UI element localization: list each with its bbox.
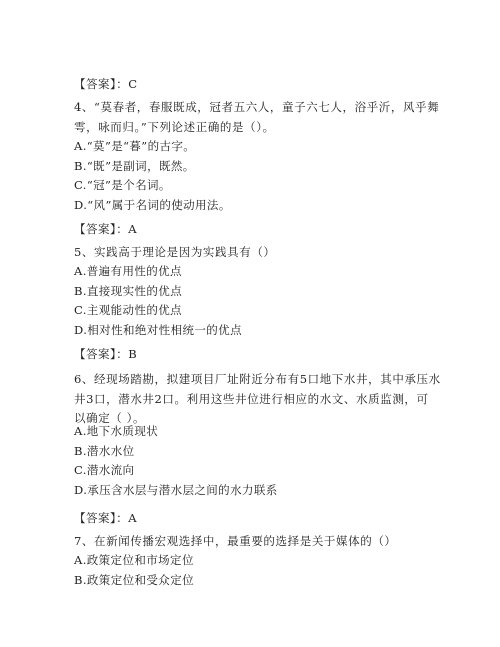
- option-b: B.直接现实性的优点: [74, 283, 183, 298]
- answer-q3: [74, 76, 434, 92]
- answer-text: 【答案】：A: [74, 511, 138, 525]
- question-line: 以确定（ ）。: [74, 411, 146, 425]
- question-5: [74, 243, 434, 263]
- question-line: 4、“莫春者，春服既成，冠者五六人，童子六七人，浴乎沂，风乎舞: [74, 100, 440, 114]
- question-line: 雩，咏而归。”下列论述正确的是（）。: [74, 119, 275, 134]
- options-q6: [74, 422, 434, 500]
- question-line: 6、经现场踏勘，拟建项目厂址附近分布有5口地下水井，其中承压水: [74, 372, 441, 386]
- answer-text: 【答案】：A: [74, 222, 138, 236]
- answer-text: 【答案】：B: [74, 347, 138, 361]
- option-b: B.潜水水位: [74, 443, 135, 458]
- option-c: C.“冠”是个名词。: [74, 178, 171, 192]
- answer-q6: [74, 510, 434, 526]
- answer-text: 【答案】：C: [74, 77, 138, 91]
- question-line: 7、在新闻传播宏观选择中，最重要的选择是关于媒体的（）: [74, 534, 397, 548]
- option-a: A.“莫”是“暮”的古字。: [74, 139, 196, 153]
- answer-q5: [74, 346, 434, 362]
- option-b: B.政策定位和受众定位: [74, 572, 195, 587]
- option-a: A.普遍有用性的优点: [74, 264, 182, 278]
- options-q4: [74, 137, 434, 215]
- question-4: [74, 98, 440, 137]
- question-6: [74, 370, 441, 429]
- option-a: A.地下水质现状: [74, 424, 159, 438]
- question-7: [74, 532, 434, 552]
- option-c: C.潜水流向: [74, 463, 135, 477]
- option-d: D.承压含水层与潜水层之间的水力联系: [74, 482, 278, 497]
- question-line: 5、实践高于理论是因为实践具有（）: [74, 245, 276, 259]
- options-q5: [74, 262, 434, 340]
- answer-q4: [74, 221, 434, 237]
- option-c: C.主观能动性的优点: [74, 303, 183, 317]
- option-a: A.政策定位和市场定位: [74, 553, 194, 567]
- question-line: 井3口，潜水井2口。利用这些井位进行相应的水文、水质监测，可: [74, 391, 429, 406]
- options-q7: [74, 551, 434, 590]
- option-d: D.相对性和绝对性相统一的优点: [74, 322, 242, 337]
- option-d: D.“风”属于名词的使动用法。: [74, 197, 231, 212]
- option-b: B.“既”是副词，既然。: [74, 158, 195, 173]
